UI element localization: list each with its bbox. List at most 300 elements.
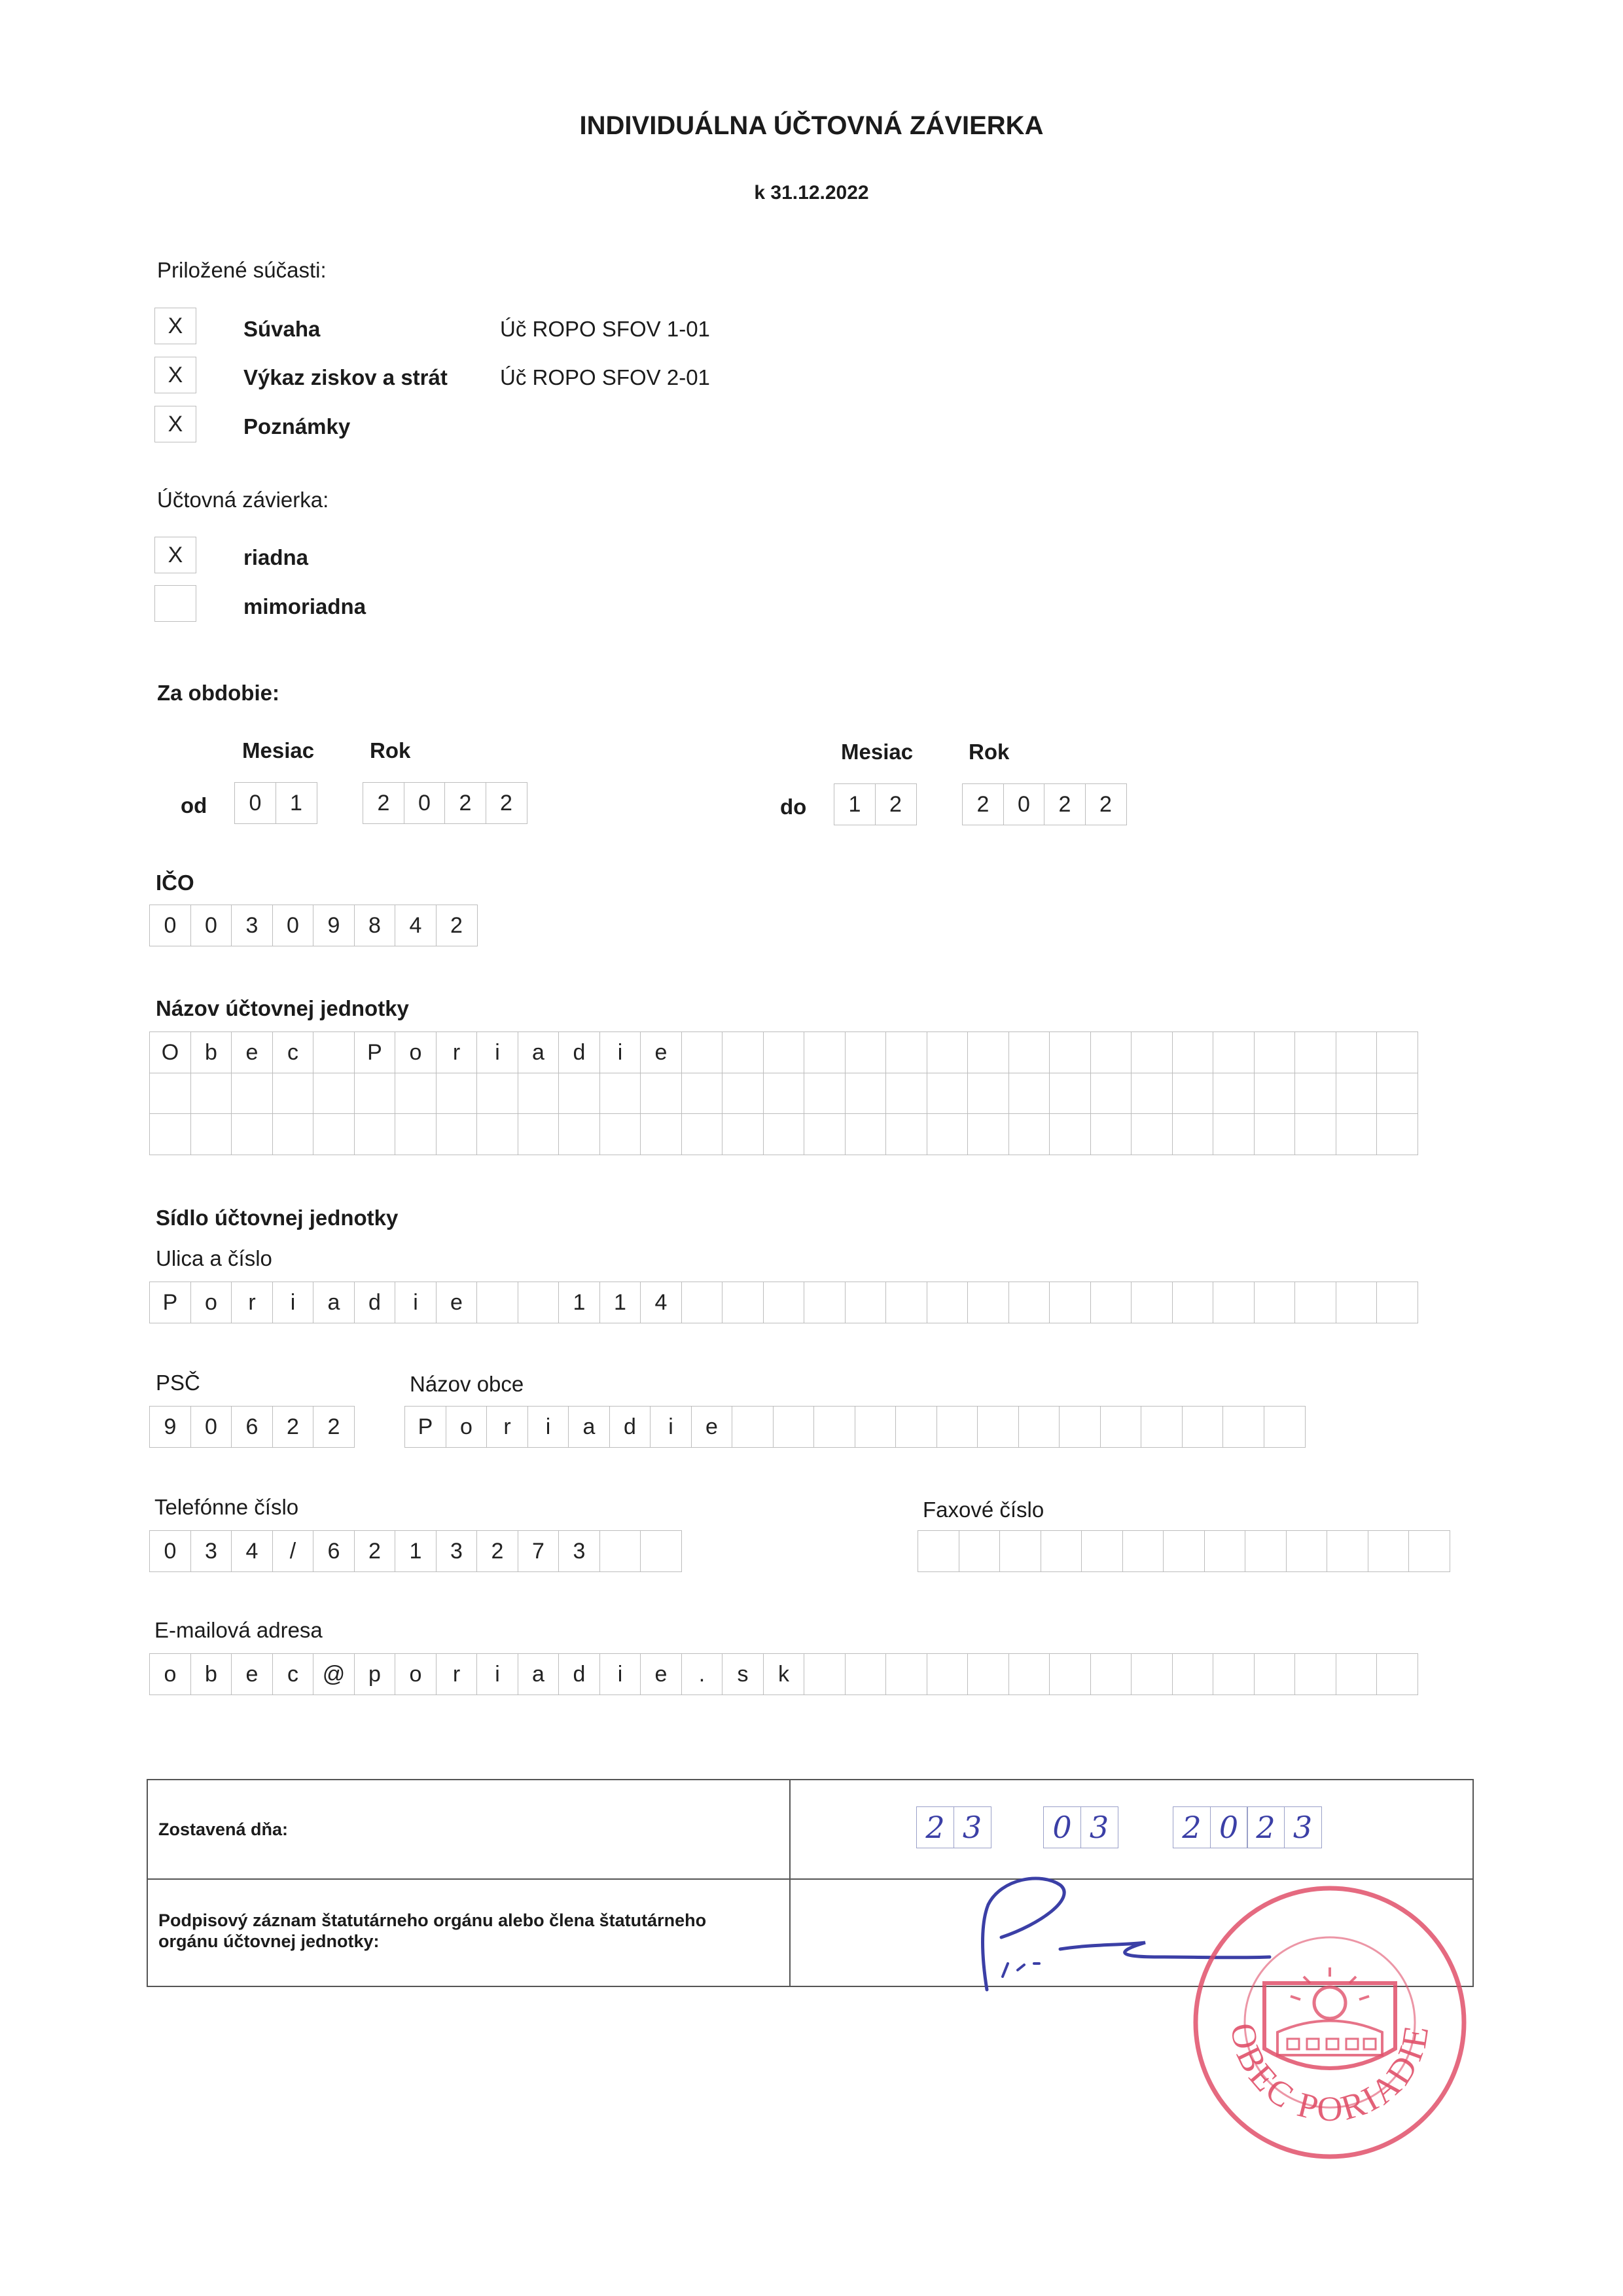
char-cell [640,1073,682,1115]
char-cell: c [272,1031,314,1073]
char-cell: i [599,1653,641,1695]
char-cell [722,1282,764,1323]
char-cell: O [149,1031,191,1073]
char-cell [558,1113,600,1155]
digit-cell: 0 [1003,783,1045,825]
char-cell: e [436,1282,478,1323]
char-cell [885,1282,927,1323]
digit-cell: 2 [363,782,404,824]
char-cell: p [354,1653,396,1695]
handwritten-digit [1247,1806,1285,1848]
entity-name-field[interactable] [149,1031,1418,1155]
char-cell [476,1282,518,1323]
char-cell: P [149,1282,191,1323]
char-cell [1131,1653,1173,1695]
char-cell: r [486,1406,528,1448]
char-cell: k [763,1653,805,1695]
char-cell [1049,1073,1091,1115]
email-label: E-mailová adresa [154,1618,323,1642]
email-field[interactable] [149,1653,1418,1695]
digit-cell [999,1530,1041,1572]
char-cell [1264,1406,1306,1448]
official-stamp [1186,1878,1474,2166]
handwritten-text: 2 [1256,1810,1275,1845]
char-cell: P [404,1406,446,1448]
char-cell [354,1113,396,1155]
char-cell [1336,1282,1378,1323]
char-cell [804,1282,846,1323]
char-cell [1254,1113,1296,1155]
phone-label: Telefónne číslo [154,1495,299,1519]
from-year-label: Rok [370,738,411,762]
char-cell [845,1031,887,1073]
psc-field[interactable] [149,1406,354,1447]
char-cell [395,1113,437,1155]
component-name-poznamky: Poznámky [243,414,351,439]
char-cell [1008,1031,1050,1073]
from-month-label: Mesiac [242,738,315,762]
char-cell [845,1073,887,1115]
handwritten-text: 3 [1089,1810,1109,1845]
char-cell [1376,1073,1418,1115]
char-cell [763,1031,805,1073]
char-cell [1254,1031,1296,1073]
digit-cell: 3 [436,1530,478,1572]
char-cell [855,1406,897,1448]
component-code-vykaz: Úč ROPO SFOV 2-01 [500,365,710,389]
char-cell [1008,1653,1050,1695]
ico-digit-cell: 4 [395,905,437,946]
char-cell [436,1113,478,1155]
char-cell [1294,1073,1336,1115]
digit-cell: 0 [234,782,276,824]
char-cell [1049,1113,1091,1155]
char-cell [927,1073,969,1115]
char-cell: a [518,1031,560,1073]
table-divider [789,1780,791,1986]
checkbox-mimoriadna[interactable] [154,585,196,622]
statement-type-label: Účtovná závierka: [157,488,329,512]
digit-cell: 1 [276,782,317,824]
char-cell [1336,1073,1378,1115]
handwritten-text: 0 [1219,1810,1239,1845]
char-cell [967,1282,1009,1323]
handwritten-text: 0 [1052,1810,1072,1845]
char-cell [763,1113,805,1155]
digit-cell: 1 [834,783,876,825]
digit-cell [1368,1530,1410,1572]
digit-cell: 6 [313,1530,355,1572]
char-cell [518,1073,560,1115]
compiled-on-label: Zostavená dňa: [158,1820,289,1839]
char-cell [1172,1073,1214,1115]
ico-digit-cell: 0 [190,905,232,946]
char-cell [845,1653,887,1695]
digit-cell [1286,1530,1328,1572]
char-cell: i [272,1282,314,1323]
char-cell [518,1282,560,1323]
char-cell: o [395,1031,437,1073]
char-cell [1294,1282,1336,1323]
char-cell [927,1031,969,1073]
char-cell [1018,1406,1060,1448]
char-cell [1059,1406,1101,1448]
char-cell [1008,1282,1050,1323]
char-cell: 1 [558,1282,600,1323]
char-cell: i [599,1031,641,1073]
digit-cell: 2 [962,783,1004,825]
document-title: INDIVIDUÁLNA ÚČTOVNÁ ZÁVIERKA [579,111,1044,140]
char-cell: o [190,1282,232,1323]
ico-digit-cell: 0 [149,905,191,946]
fax-label: Faxové číslo [923,1498,1044,1522]
char-cell [190,1113,232,1155]
char-cell: r [436,1031,478,1073]
digit-cell [959,1530,1001,1572]
char-cell [804,1073,846,1115]
char-cell [845,1282,887,1323]
char-cell: P [354,1031,396,1073]
char-cell [1376,1113,1418,1155]
char-cell: e [231,1031,273,1073]
char-cell [1213,1282,1255,1323]
char-cell: a [568,1406,610,1448]
phone-field[interactable] [149,1530,681,1571]
char-cell: @ [313,1653,355,1695]
char-cell [967,1653,1009,1695]
address-label: Sídlo účtovnej jednotky [156,1206,399,1230]
to-month-label: Mesiac [841,740,914,764]
digit-cell [1041,1530,1082,1572]
digit-cell: 2 [1085,783,1127,825]
checkbox-poznamky[interactable]: X [154,406,196,442]
city-label: Názov obce [410,1372,524,1396]
char-cell [149,1073,191,1115]
char-cell [558,1073,600,1115]
handwritten-digit [916,1806,954,1848]
char-cell [732,1406,774,1448]
period-label: Za obdobie: [157,681,279,705]
char-cell [967,1031,1009,1073]
char-cell [722,1073,764,1115]
char-cell [1254,1653,1296,1695]
char-cell [722,1113,764,1155]
char-cell [476,1113,518,1155]
handwritten-digit [1043,1806,1081,1848]
char-cell [681,1113,723,1155]
document-date: k 31.12.2022 [754,182,869,204]
char-cell [436,1073,478,1115]
char-cell: r [436,1653,478,1695]
char-cell: i [395,1282,437,1323]
char-cell [1294,1653,1336,1695]
to-label: do [780,795,807,819]
ico-digit-cell: 8 [354,905,396,946]
digit-cell [640,1530,682,1572]
to-month-field[interactable] [834,783,916,825]
char-cell [149,1113,191,1155]
char-cell [313,1073,355,1115]
digit-cell: 9 [149,1406,191,1448]
checkbox-suvaha[interactable]: X [154,308,196,344]
char-cell: d [558,1031,600,1073]
ico-digit-cell: 2 [436,905,478,946]
digit-cell [1122,1530,1164,1572]
char-cell [1172,1282,1214,1323]
option-mimoriadna: mimoriadna [243,594,366,619]
digit-cell: 4 [231,1530,273,1572]
char-cell [395,1073,437,1115]
handwritten-digit [1210,1806,1248,1848]
stamp-text: OBEC PORIADIE [1222,2020,1436,2129]
char-cell: d [354,1282,396,1323]
char-cell [885,1653,927,1695]
street-label: Ulica a číslo [156,1246,272,1270]
handwritten-text: 3 [1293,1810,1313,1845]
char-cell [895,1406,937,1448]
char-cell: 1 [599,1282,641,1323]
char-cell [1090,1282,1132,1323]
char-cell [1172,1031,1214,1073]
from-label: od [181,793,207,817]
digit-cell: 2 [272,1406,314,1448]
char-cell [190,1073,232,1115]
digit-cell [918,1530,959,1572]
compiled-year-field[interactable] [1173,1806,1321,1848]
char-cell [1131,1073,1173,1115]
entity-name-label: Názov účtovnej jednotky [156,996,409,1020]
char-cell [1376,1031,1418,1073]
char-cell [1172,1653,1214,1695]
stamp-graphic [1186,1878,1474,2166]
handwritten-text: 2 [925,1810,945,1845]
char-cell [927,1113,969,1155]
char-cell: e [691,1406,733,1448]
checkbox-riadna[interactable]: X [154,537,196,573]
char-cell: i [476,1653,518,1695]
svg-text:OBEC PORIADIE [1223,2020,1436,2129]
digit-cell: 0 [149,1530,191,1572]
char-cell [354,1073,396,1115]
char-cell: d [558,1653,600,1695]
char-cell [885,1031,927,1073]
digit-cell: 3 [190,1530,232,1572]
char-cell [1213,1653,1255,1695]
digit-cell [599,1530,641,1572]
digit-cell: 7 [518,1530,560,1572]
char-cell [927,1282,969,1323]
char-cell: d [609,1406,651,1448]
char-cell [763,1073,805,1115]
char-cell: e [640,1653,682,1695]
char-cell [599,1113,641,1155]
char-cell [804,1113,846,1155]
char-cell [1090,1113,1132,1155]
handwritten-text: 2 [1182,1810,1202,1845]
char-cell [885,1073,927,1115]
ico-digit-cell: 0 [272,905,314,946]
char-cell: 4 [640,1282,682,1323]
char-cell: o [446,1406,488,1448]
char-cell [272,1113,314,1155]
char-cell [1049,1282,1091,1323]
ico-digit-cell: 9 [313,905,355,946]
entity-name-row-1 [149,1031,1418,1073]
handwritten-digit [954,1806,991,1848]
char-cell [1294,1113,1336,1155]
handwritten-digit [1284,1806,1322,1848]
digit-cell [1327,1530,1368,1572]
char-cell [845,1113,887,1155]
char-cell [722,1031,764,1073]
city-field[interactable] [404,1406,1304,1447]
char-cell [967,1113,1009,1155]
char-cell [1336,1031,1378,1073]
char-cell [1090,1073,1132,1115]
ico-label: IČO [156,870,194,895]
char-cell: r [231,1282,273,1323]
char-cell [681,1282,723,1323]
char-cell [1090,1031,1132,1073]
char-cell [885,1113,927,1155]
handwritten-text: 3 [962,1810,982,1845]
char-cell [1090,1653,1132,1695]
char-cell [1213,1073,1255,1115]
digit-cell: 2 [476,1530,518,1572]
char-cell [1336,1113,1378,1155]
char-cell [1172,1113,1214,1155]
handwritten-digit [1173,1806,1211,1848]
digit-cell: 1 [395,1530,437,1572]
street-field[interactable] [149,1282,1418,1323]
digit-cell: 2 [1044,783,1086,825]
char-cell [1131,1282,1173,1323]
ico-digit-cell: 3 [231,905,273,946]
char-cell: c [272,1653,314,1695]
char-cell [1008,1113,1050,1155]
digit-cell: 2 [875,783,917,825]
char-cell: a [313,1282,355,1323]
compiled-month-field[interactable] [1043,1806,1117,1848]
char-cell: o [149,1653,191,1695]
from-year-field[interactable] [363,782,526,823]
char-cell [1141,1406,1183,1448]
digit-cell [1163,1530,1205,1572]
char-cell [1049,1653,1091,1695]
char-cell [1376,1653,1418,1695]
char-cell: o [395,1653,437,1695]
to-year-field[interactable] [962,783,1126,825]
digit-cell: 0 [190,1406,232,1448]
char-cell [1182,1406,1224,1448]
char-cell [813,1406,855,1448]
digit-cell: 6 [231,1406,273,1448]
char-cell [763,1282,805,1323]
ico-field[interactable] [149,905,476,946]
char-cell [1008,1073,1050,1115]
char-cell: i [476,1031,518,1073]
handwritten-digit [1080,1806,1118,1848]
checkbox-vykaz[interactable]: X [154,357,196,393]
char-cell [1049,1031,1091,1073]
char-cell [773,1406,815,1448]
char-cell [476,1073,518,1115]
char-cell: a [518,1653,560,1695]
components-label: Priložené súčasti: [157,258,327,282]
char-cell [231,1073,273,1115]
from-month-field[interactable] [234,782,316,823]
char-cell: . [681,1653,723,1695]
char-cell [313,1031,355,1073]
char-cell [640,1113,682,1155]
digit-cell: 2 [444,782,486,824]
component-name-vykaz: Výkaz ziskov a strát [243,365,448,389]
char-cell [1131,1031,1173,1073]
char-cell [804,1031,846,1073]
char-cell [1213,1113,1255,1155]
char-cell: i [650,1406,692,1448]
char-cell [1254,1073,1296,1115]
char-cell [1294,1031,1336,1073]
option-riadna: riadna [243,545,309,569]
char-cell [1254,1282,1296,1323]
char-cell [231,1113,273,1155]
char-cell [927,1653,969,1695]
digit-cell [1081,1530,1123,1572]
digit-cell [1245,1530,1287,1572]
char-cell: i [527,1406,569,1448]
digit-cell: 0 [404,782,446,824]
char-cell: e [640,1031,682,1073]
char-cell: b [190,1653,232,1695]
component-code-suvaha: Úč ROPO SFOV 1-01 [500,317,710,341]
digit-cell: 2 [354,1530,396,1572]
char-cell: e [231,1653,273,1695]
char-cell [1213,1031,1255,1073]
char-cell [1336,1653,1378,1695]
digit-cell: 2 [486,782,527,824]
char-cell [1376,1282,1418,1323]
component-name-suvaha: Súvaha [243,317,321,341]
digit-cell [1408,1530,1450,1572]
digit-cell [1204,1530,1246,1572]
char-cell [977,1406,1019,1448]
psc-label: PSČ [156,1371,200,1395]
entity-name-row-2 [149,1073,1418,1114]
char-cell: b [190,1031,232,1073]
entity-name-row-3 [149,1113,1418,1155]
digit-cell: 3 [558,1530,600,1572]
char-cell [272,1073,314,1115]
char-cell [518,1113,560,1155]
char-cell [1100,1406,1142,1448]
char-cell [967,1073,1009,1115]
char-cell [681,1031,723,1073]
char-cell [936,1406,978,1448]
fax-field[interactable] [918,1530,1450,1571]
signature-label: Podpisový záznam štatutárneho orgánu alebo člena štatutárneho orgánu účtovnej jednotky: [158,1910,707,1951]
char-cell [1131,1113,1173,1155]
digit-cell: / [272,1530,314,1572]
compiled-day-field[interactable] [916,1806,990,1848]
char-cell [599,1073,641,1115]
char-cell [1222,1406,1264,1448]
char-cell [313,1113,355,1155]
char-cell: s [722,1653,764,1695]
to-year-label: Rok [969,740,1010,764]
char-cell [681,1073,723,1115]
char-cell [804,1653,846,1695]
